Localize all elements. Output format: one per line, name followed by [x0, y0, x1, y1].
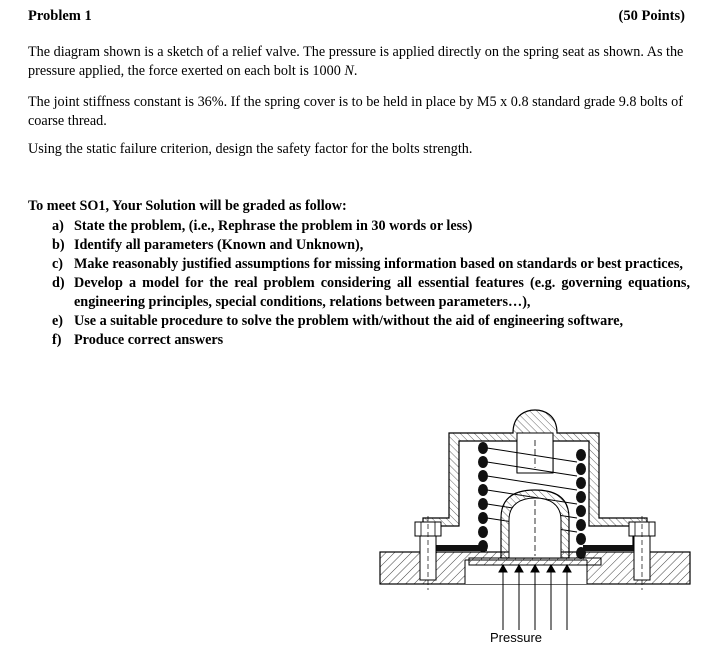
- problem-statement-paragraph-2: The joint stiffness constant is 36%. If the spring cover is to be held in place by M5 x 0.8 standard grade 9.8 bolts of coarse thread.: [28, 94, 683, 129]
- grading-item-marker: d): [52, 275, 65, 291]
- grading-item-marker: b): [52, 237, 65, 253]
- grading-item: [28, 236, 690, 255]
- grading-item: [28, 331, 690, 350]
- pressure-label: Pressure: [490, 630, 543, 645]
- grading-criteria: [28, 197, 690, 350]
- grading-item: [28, 255, 690, 274]
- grading-item: [28, 274, 690, 312]
- grading-item-text: State the problem, (i.e., Rephrase the problem in 30 words or less): [74, 218, 473, 234]
- grading-item-text: Develop a model for the real problem considering all essential features (e.g. governing equations, engineering principles, special conditions, relations between parameters…),: [74, 275, 690, 310]
- spring-coils-right: [576, 449, 586, 559]
- grading-item-marker: c): [52, 256, 64, 272]
- grading-item-marker: e): [52, 313, 64, 329]
- grading-intro: To meet SO1, Your Solution will be graded as follow:: [28, 198, 347, 214]
- grading-item-text: Produce correct answers: [74, 332, 224, 348]
- grading-list: [28, 217, 690, 350]
- problem-statement-paragraph-1: [28, 43, 688, 81]
- grading-item: [28, 217, 690, 236]
- force-unit: N: [344, 63, 354, 79]
- problem-header: [28, 8, 685, 28]
- grading-item: [28, 312, 690, 331]
- grading-item-text: Identify all parameters (Known and Unknown),: [74, 237, 364, 253]
- grading-item-marker: a): [52, 218, 64, 234]
- paragraph-1-text: The diagram shown is a sketch of a relief valve. The pressure is applied directly on the spring seat as shown. As the pressure applied, the force exerted on each bolt is 1000: [28, 44, 684, 79]
- grading-item-text: Use a suitable procedure to solve the problem with/without the aid of engineering software,: [74, 313, 624, 329]
- problem-title: Problem 1: [28, 8, 92, 24]
- relief-valve-diagram: [377, 400, 693, 660]
- grading-item-marker: f): [52, 332, 62, 348]
- paragraph-1-period: .: [353, 63, 358, 79]
- grading-item-text: Make reasonably justified assumptions for missing information based on standards or best practices,: [74, 256, 683, 272]
- problem-points: (50 Points): [618, 8, 685, 24]
- problem-statement-paragraph-3: Using the static failure criterion, design the safety factor for the bolts strength.: [28, 141, 473, 157]
- spring-coils-left: [478, 442, 488, 552]
